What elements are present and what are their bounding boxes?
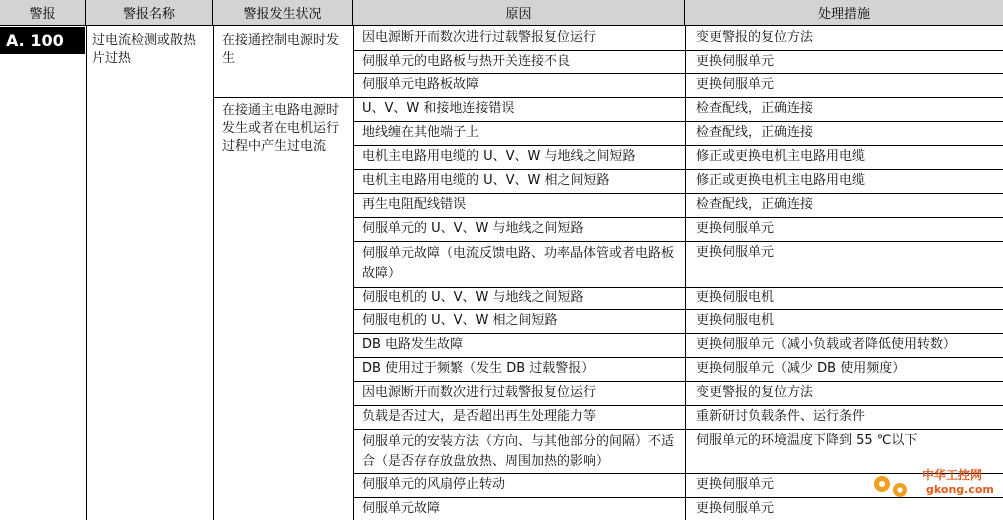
- table-row-action: 伺服单元的环境温度下降到 55 ℃以下: [696, 433, 918, 448]
- table-row-cause: 再生电阻配线错误: [362, 197, 467, 212]
- table-row-cause: 因电源断开而数次进行过载警报复位运行: [362, 385, 597, 400]
- divider: [353, 26, 354, 520]
- table-row-cause: 伺服单元的电路板与热开关连接不良: [362, 54, 571, 69]
- table-row-action: 更换伺服单元: [696, 245, 775, 260]
- alarm-name: 过电流检测或散热片过热: [92, 33, 197, 66]
- table-row-action: 修正或更换电机主电路用电缆: [696, 149, 866, 164]
- row-divider: [353, 357, 1003, 358]
- row-divider: [353, 169, 1003, 170]
- row-divider: [353, 145, 1003, 146]
- divider: [86, 26, 87, 520]
- situation-control-power: 在接通控制电源时发生: [222, 33, 340, 66]
- row-divider: [353, 241, 1003, 242]
- header-alarm: 警报: [0, 0, 86, 26]
- table-row-action: 重新研讨负载条件、运行条件: [696, 409, 866, 424]
- table-row-cause: 地线缠在其他端子上: [362, 125, 480, 140]
- table-row-cause: 伺服单元的风扇停止转动: [362, 477, 506, 492]
- header-situation: 警报发生状况: [213, 0, 353, 26]
- table-row-cause: 电机主电路用电缆的 U、V、W 与地线之间短路: [362, 149, 636, 164]
- header-action: 处理措施: [685, 0, 1003, 26]
- divider: [685, 26, 686, 520]
- row-divider: [353, 121, 1003, 122]
- table-row-cause: DB 电路发生故障: [362, 337, 464, 352]
- header-alarm-name: 警报名称: [86, 0, 213, 26]
- table-row-cause: 伺服电机的 U、V、W 与地线之间短路: [362, 290, 584, 305]
- divider: [213, 26, 214, 520]
- divider: [213, 97, 353, 98]
- table-row-action: 更换伺服单元: [696, 501, 775, 516]
- table-row-cause: 伺服单元故障: [362, 501, 441, 516]
- row-divider: [353, 217, 1003, 218]
- table-row-action: 更换伺服电机: [696, 290, 775, 305]
- table-row-action: 变更警报的复位方法: [696, 385, 814, 400]
- row-divider: [353, 50, 1003, 51]
- table-row-cause: 电机主电路用电缆的 U、V、W 相之间短路: [362, 173, 610, 188]
- alarm-code: A. 100: [0, 27, 85, 54]
- table-row-cause: 伺服单元的安装方法（方向、与其他部分的间隔）不适合（是否存存放盘放热、周围加热的影响）: [362, 434, 675, 469]
- table-row-cause: 伺服电机的 U、V、W 相之间短路: [362, 313, 558, 328]
- watermark-line2: gkong.com: [926, 483, 994, 496]
- table-row-cause: 伺服单元电路板故障: [362, 77, 480, 92]
- header-cause: 原因: [353, 0, 685, 26]
- table-row-action: 更换伺服单元: [696, 54, 775, 69]
- table-row-cause: 伺服单元故障（电流反馈电路、功率晶体管或者电路板故障）: [362, 246, 675, 281]
- situation-main-power: 在接通主电路电源时发生或者在电机运行过程中产生过电流: [222, 103, 340, 154]
- table-row-action: 检查配线，正确连接: [696, 197, 814, 212]
- row-divider: [353, 73, 1003, 74]
- row-divider: [353, 333, 1003, 334]
- table-row-action: 更换伺服电机: [696, 313, 775, 328]
- row-divider: [353, 97, 1003, 98]
- table-row-cause: 负载是否过大，是否超出再生处理能力等: [362, 409, 597, 424]
- table-row-action: 变更警报的复位方法: [696, 30, 814, 45]
- row-divider: [353, 193, 1003, 194]
- watermark-line1: 中华工控网: [922, 468, 983, 482]
- table-row-cause: DB 使用过于频繁（发生 DB 过载警报）: [362, 361, 595, 376]
- table-row-action: 更换伺服单元（减少 DB 使用频度）: [696, 361, 906, 376]
- row-divider: [353, 287, 1003, 288]
- table-row-cause: 伺服单元的 U、V、W 与地线之间短路: [362, 221, 584, 236]
- table-row-action: 更换伺服单元: [696, 77, 775, 92]
- table-row-action: 检查配线，正确连接: [696, 125, 814, 140]
- row-divider: [353, 429, 1003, 430]
- table-row-action: 修正或更换电机主电路用电缆: [696, 173, 866, 188]
- table-row-action: 更换伺服单元（减小负载或者降低使用转数）: [696, 337, 957, 352]
- table-row-cause: 因电源断开而数次进行过载警报复位运行: [362, 30, 597, 45]
- table-row-cause: U、V、W 和接地连接错误: [362, 101, 515, 116]
- row-divider: [353, 381, 1003, 382]
- table-row-action: 更换伺服单元: [696, 221, 775, 236]
- table-row-action: 检查配线，正确连接: [696, 101, 814, 116]
- table-row-action: 更换伺服单元: [696, 477, 775, 492]
- row-divider: [353, 309, 1003, 310]
- row-divider: [353, 405, 1003, 406]
